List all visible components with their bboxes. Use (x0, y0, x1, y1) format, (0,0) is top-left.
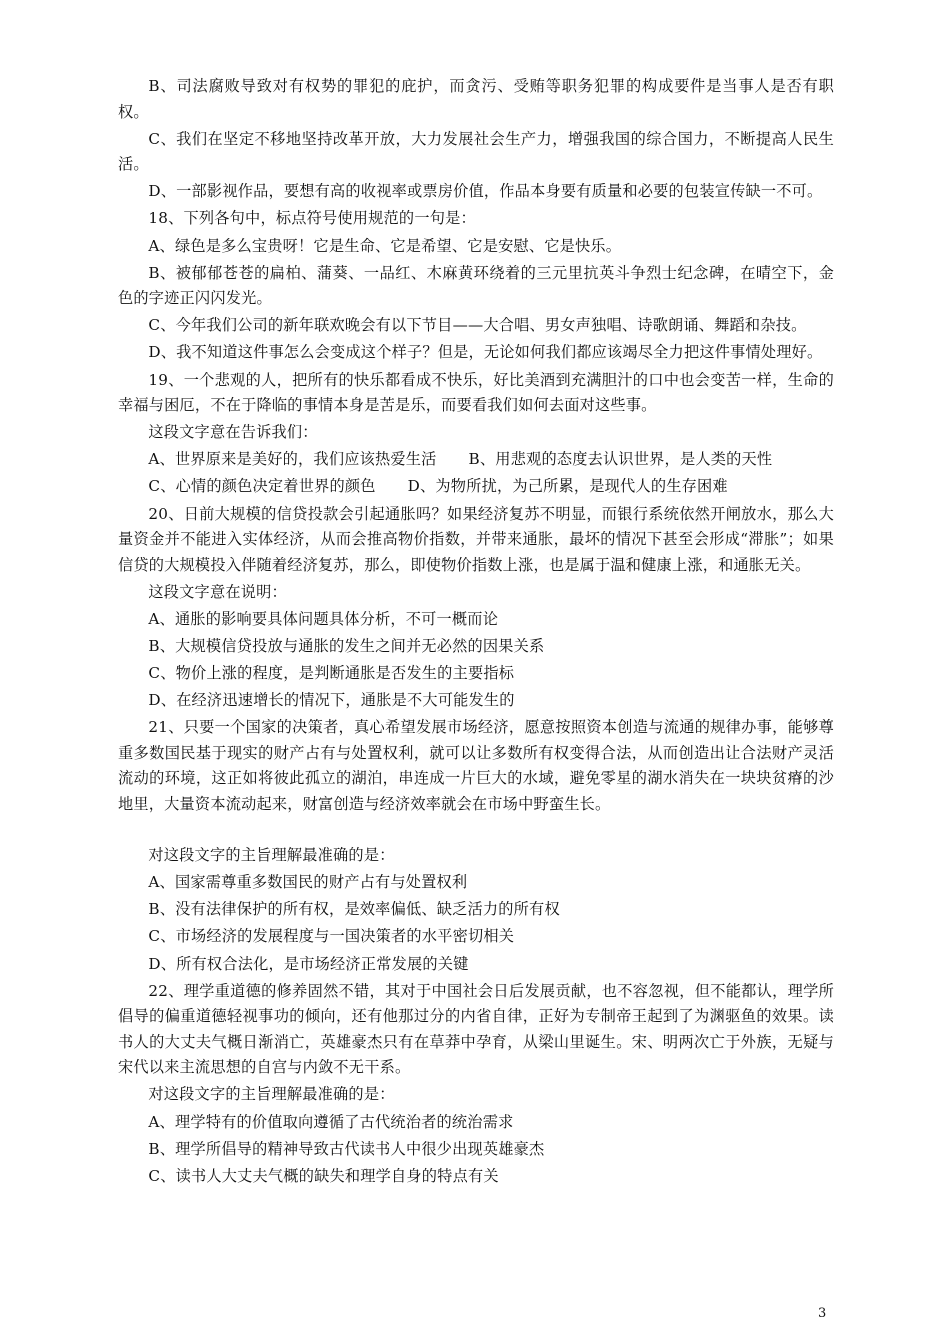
q19-prompt: 这段文字意在告诉我们： (148, 423, 318, 442)
q21-option-b: B、没有法律保护的所有权，是效率偏低、缺乏活力的所有权 (148, 900, 560, 919)
page-number: 3 (818, 1306, 827, 1321)
q19-option-c: C、心情的颜色决定着世界的颜色 (148, 477, 376, 496)
q20-option-c: C、物价上涨的程度，是判断通胀是否发生的主要指标 (148, 664, 515, 683)
q22-option-b: B、理学所倡导的精神导致古代读书人中很少出现英雄豪杰 (148, 1139, 545, 1158)
q19-stem: 19、一个悲观的人，把所有的快乐都看成不快乐，好比美酒到充满胆汁的口中也会变苦一样，生命的幸福与困厄，不在于降临的事情本身是苦是乐，而要看我们如何去面对这些事。 (118, 370, 834, 415)
q19-options-ab (118, 447, 834, 473)
q18-option-a: A、绿色是多么宝贵呀！它是生命、它是希望、它是安慰、它是快乐。 (148, 236, 622, 255)
q20-prompt: 这段文字意在说明： (148, 582, 287, 601)
q18-stem: 18、下列各句中，标点符号使用规范的一句是： (148, 209, 476, 228)
q19-option-b: B、用悲观的态度去认识世界，是人类的天性 (468, 450, 773, 469)
q22-prompt: 对这段文字的主旨理解最准确的是： (148, 1085, 395, 1104)
q22-stem: 22、理学重道德的修养固然不错，其对于中国社会日后发展贡献，也不容忽视，但不能都认，理学所倡导的偏重道德轻视事功的倾向，还有他那过分的内省自律，正好为专制帝王起到了为渊驱鱼的效果。读书人的大丈夫气概日渐消亡，英雄豪杰只有在草莽中孕育，从梁山里诞生。宋、明两次亡于外族，无疑与宋代以来主流思想的自宫与内敛不无干系。 (118, 981, 834, 1077)
q20-stem: 20、日前大规模的信贷投款会引起通胀吗？如果经济复苏不明显，而银行系统依然开闸放水，那么大量资金并不能进入实体经济，从而会推高物价指数，并带来通胀，最坏的情况下甚至会形成“滞胀”；如果信贷的大规模投入伴随着经济复苏，那么，即使物价指数上涨，也是属于温和健康上涨，和通胀无关。 (118, 504, 834, 574)
q20-option-d: D、在经济迅速增长的情况下，通胀是不大可能发生的 (148, 691, 515, 710)
q17-option-d: D、一部影视作品，要想有高的收视率或票房价值，作品本身要有质量和必要的包装宣传缺一不可。 (148, 182, 823, 201)
q18-option-c: C、今年我们公司的新年联欢晚会有以下节目——大合唱、男女声独唱、诗歌朗诵、舞蹈和杂技。 (148, 316, 807, 335)
q21-prompt: 对这段文字的主旨理解最准确的是： (148, 846, 395, 865)
q18-option-d: D、我不知道这件事怎么会变成这个样子？但是，无论如何我们都应该竭尽全力把这件事情处理好。 (148, 343, 823, 362)
q19-options-cd (118, 474, 834, 500)
q19-option-d: D、为物所扰，为己所累，是现代人的生存困难 (407, 477, 728, 496)
q21-option-d: D、所有权合法化，是市场经济正常发展的关键 (148, 954, 469, 973)
q21-option-c: C、市场经济的发展程度与一国决策者的水平密切相关 (148, 927, 515, 946)
q17-option-b: B、司法腐败导致对有权势的罪犯的庇护，而贪污、受贿等职务犯罪的构成要件是当事人是否有职权。 (118, 77, 834, 121)
q22-option-c: C、读书人大丈夫气概的缺失和理学自身的特点有关 (148, 1166, 499, 1185)
q17-option-c: C、我们在坚定不移地坚持改革开放，大力发展社会生产力，增强我国的综合国力，不断提高人民生活。 (118, 129, 834, 174)
page-content (118, 74, 834, 1191)
q19-option-a: A、世界原来是美好的，我们应该热爱生活 (148, 450, 437, 469)
q22-option-a: A、理学特有的价值取向遵循了古代统治者的统治需求 (148, 1112, 514, 1131)
q20-option-b: B、大规模信贷投放与通胀的发生之间并无必然的因果关系 (148, 636, 545, 655)
paragraph-gap (118, 819, 834, 843)
q18-option-b: B、被郁郁苍苍的扁柏、蒲葵、一品红、木麻黄环绕着的三元里抗英斗争烈士纪念碑，在晴空下，金色的字迹正闪闪发光。 (118, 263, 834, 308)
q20-option-a: A、通胀的影响要具体问题具体分析，不可一概而论 (148, 609, 499, 628)
q21-stem: 21、只要一个国家的决策者，真心希望发展市场经济，愿意按照资本创造与流通的规律办事，能够尊重多数国民基于现实的财产占有与处置权利，就可以让多数所有权变得合法，从而创造出让合法财产灵活流动的环境，这正如将彼此孤立的湖泊，串连成一片巨大的水域，避免零星的湖水消失在一块块贫瘠的沙地里，大量资本流动起来，财富创造与经济效率就会在市场中野蛮生长。 (118, 718, 834, 814)
q21-option-a: A、国家需尊重多数国民的财产占有与处置权利 (148, 873, 468, 892)
